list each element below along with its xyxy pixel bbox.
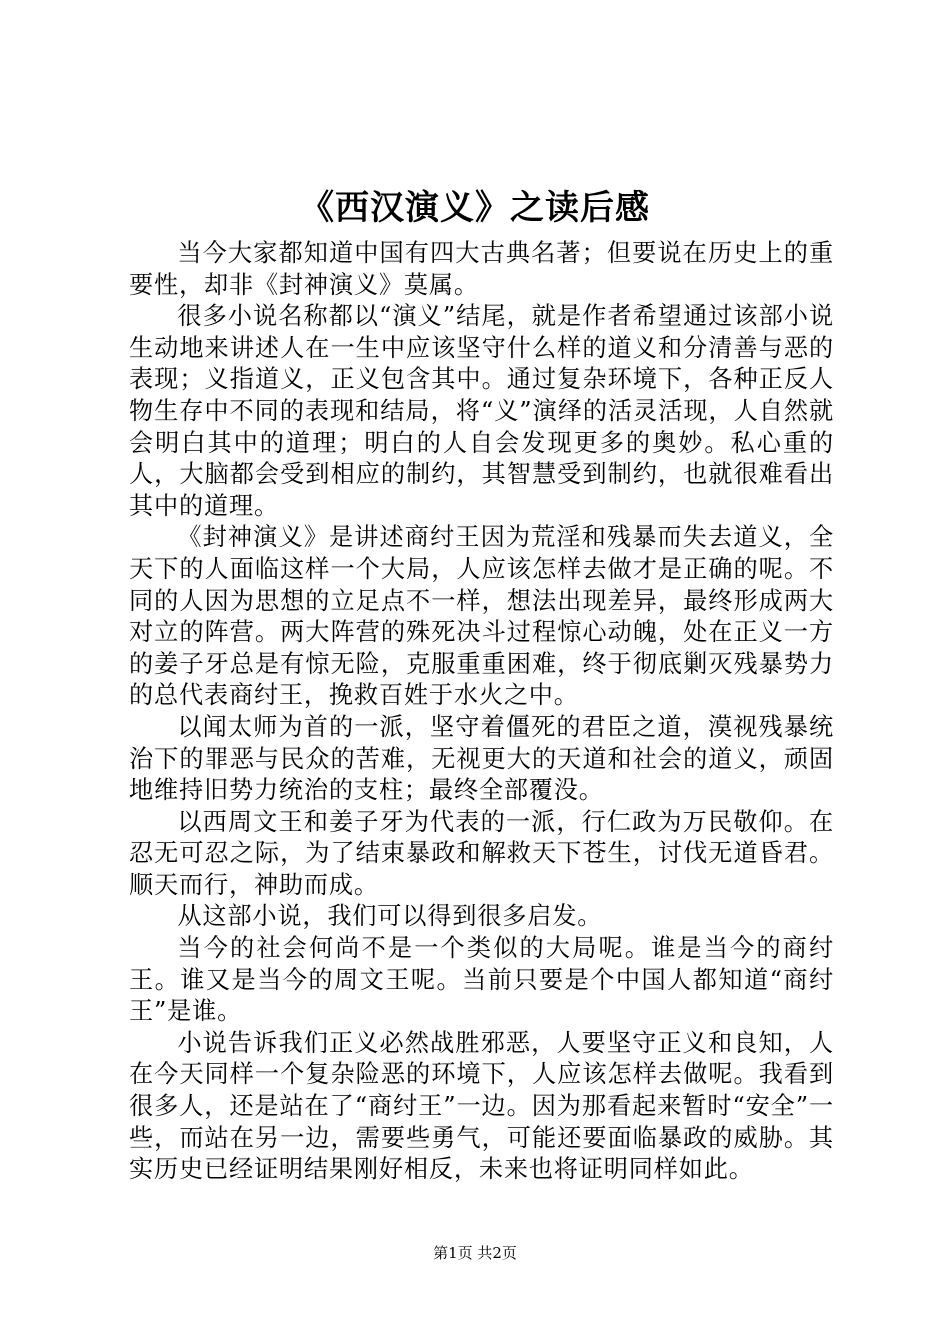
paragraph: 以西周文王和姜子牙为代表的一派，行仁政为万民敬仰。在忍无可忍之际，为了结束暴政和解救天下苍生，讨伐无道昏君。顺天而行，神助而成。 — [129, 807, 834, 899]
document-body — [129, 238, 834, 1186]
paragraph: 以闻太师为首的一派，坚守着僵死的君臣之道，漠视残暴统治下的罪恶与民众的苦难，无视更大的天道和社会的道义，顽固地维持旧势力统治的支柱；最终全部覆没。 — [129, 712, 834, 805]
paragraph: 当今大家都知道中国有四大古典名著；但要说在历史上的重要性，却非《封神演义》莫属。 — [129, 239, 834, 299]
paragraph: 《封神演义》是讲述商纣王因为荒淫和残暴而失去道义，全天下的人面临这样一个大局，人应该怎样去做才是正确的呢。不同的人因为思想的立足点不一样，想法出现差异，最终形成两大对立的阵营。两大阵营的殊死决斗过程惊心动魄，处在正义一方的姜子牙总是有惊无险，克服重重困难，终于彻底剿灭残暴势力的总代表商纣王，挽救百姓于水火之中。 — [129, 523, 834, 710]
paragraph: 当今的社会何尚不是一个类似的大局呢。谁是当今的商纣王。谁又是当今的周文王呢。当前只要是个中国人都知道“商纣王”是谁。 — [129, 934, 834, 1026]
document-title: 《西汉演义》之读后感 — [300, 188, 650, 228]
paragraph: 很多小说名称都以“演义”结尾，就是作者希望通过该部小说生动地来讲述人在一生中应该坚守什么样的道义和分清善与恶的表现；义指道义，正义包含其中。通过复杂环境下，各种正反人物生存中不同的表现和结局，将“义”演绎的活灵活现，人自然就会明白其中的道理；明白的人自会发现更多的奥妙。私心重的人，大脑都会受到相应的制约，其智慧受到制约，也就很难看出其中的道理。 — [129, 302, 834, 520]
paragraph: 小说告诉我们正义必然战胜邪恶，人要坚守正义和良知，人在今天同样一个复杂险恶的环境下，人应该怎样去做呢。我看到很多人，还是站在了“商纣王”一边。因为那看起来暂时“安全”一些，而站在另一边，需要些勇气，可能还要面临暴政的威胁。其实历史已经证明结果刚好相反，未来也将证明同样如此。 — [129, 1028, 834, 1184]
paragraph: 从这部小说，我们可以得到很多启发。 — [177, 902, 603, 931]
page-number-footer: 第1页 共2页 — [433, 1244, 517, 1262]
